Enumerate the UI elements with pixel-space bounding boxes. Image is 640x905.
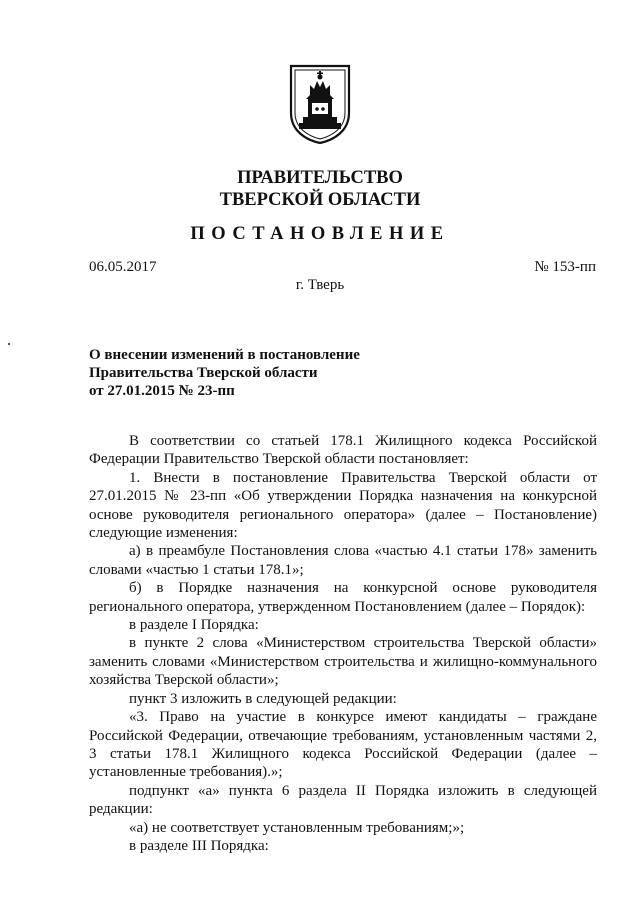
document-city: г. Тверь — [295, 277, 345, 293]
document-subject — [89, 346, 360, 400]
body-paragraph: «3. Право на участие в конкурсе имеют кандидаты – граждане Российской Федерации, отвечающие требованиям, установленным частями 2, 3 статьи 178.1 Жилищного кодекса Российской Федерации (далее – установленные требования).»; — [89, 709, 597, 781]
subject-line3: от 27.01.2015 № 23-пп — [89, 383, 235, 399]
body-paragraph: «а) не соответствует установленным требованиям;»; — [129, 819, 465, 836]
document-date: 06.05.2017 — [89, 259, 157, 275]
body-paragraph: 1. Внести в постановление Правительства Тверской области от 27.01.2015 № 23-пп «Об утверждении Порядка назначения на конкурсной основе руководителя регионального оператора» (далее – Постановление) следующие изменения: — [89, 469, 597, 542]
scan-mark — [8, 343, 10, 345]
body-paragraph: подпункт «а» пункта 6 раздела II Порядка изложить в следующей редакции: — [89, 782, 597, 818]
subject-line2: Правительства Тверской области — [89, 365, 318, 381]
body-paragraph: в разделе I Порядка: — [129, 617, 259, 634]
tver-coat-of-arms-icon — [288, 63, 352, 145]
body-paragraph: В соответствии со статьей 178.1 Жилищного кодекса Российской Федерации Правительство Тверской области постановляет: — [89, 433, 597, 468]
document-body — [89, 432, 597, 855]
subject-line1: О внесении изменений в постановление — [89, 347, 360, 363]
government-title-line1: ПРАВИТЕЛЬСТВО — [237, 168, 403, 188]
document-number: № 153-пп — [534, 259, 596, 275]
body-paragraph: б) в Порядке назначения на конкурсной основе руководителя регионального оператора, утвержденном Постановлением (далее – Порядок): — [89, 580, 597, 615]
document-type: ПОСТАНОВЛЕНИЕ — [190, 224, 450, 244]
government-title-line2: ТВЕРСКОЙ ОБЛАСТИ — [219, 190, 421, 210]
body-paragraph: пункт 3 изложить в следующей редакции: — [129, 690, 397, 707]
body-paragraph: в пункте 2 слова «Министерством строительства Тверской области» заменить словами «Министерством строительства и жилищно-коммунального хозяйства Тверской области»; — [89, 635, 597, 689]
body-paragraph: а) в преамбуле Постановления слова «частью 4.1 статьи 178» заменить словами «частью 1 статьи 178.1»; — [89, 543, 597, 578]
government-title — [0, 167, 640, 211]
body-paragraph: в разделе III Порядка: — [129, 837, 269, 854]
